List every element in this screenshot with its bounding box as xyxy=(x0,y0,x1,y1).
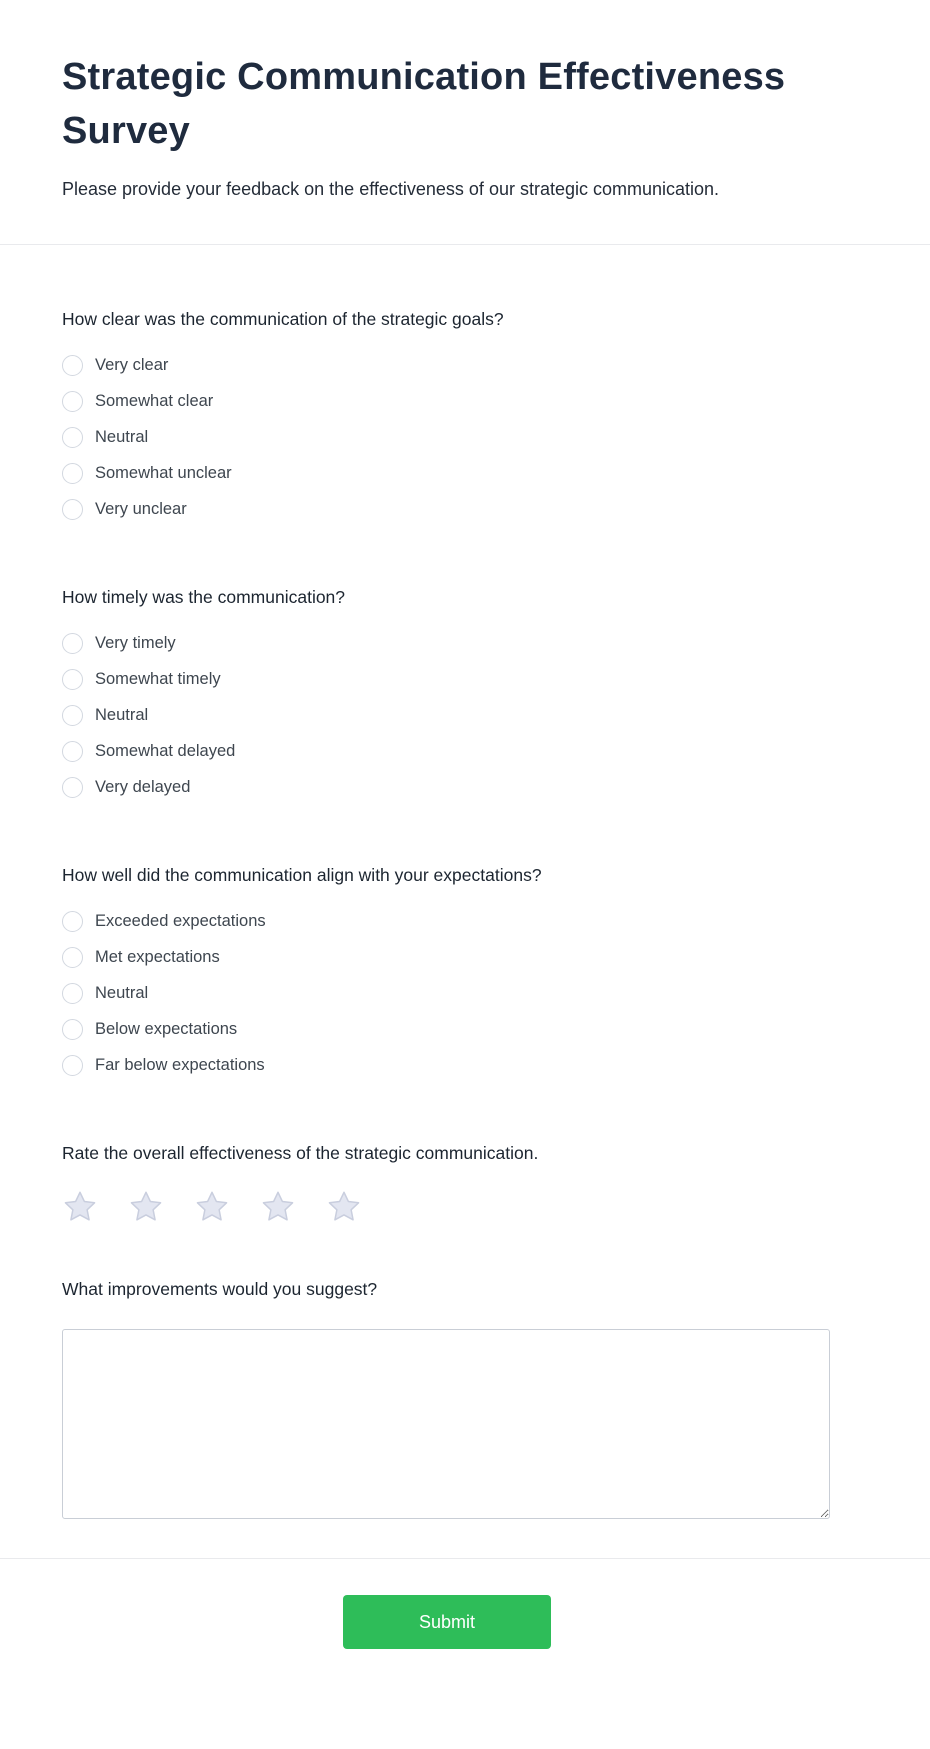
radio-option[interactable] xyxy=(62,419,830,455)
option-label[interactable]: Very delayed xyxy=(95,778,191,796)
radio-button[interactable] xyxy=(62,355,83,376)
question-expectations xyxy=(62,863,830,1083)
star-rating xyxy=(62,1189,830,1225)
option-label[interactable]: Neutral xyxy=(95,984,149,1002)
question-label: What improvements would you suggest? xyxy=(62,1279,378,1299)
submit-button[interactable]: Submit xyxy=(343,1595,551,1649)
form-header xyxy=(0,0,930,244)
radio-button[interactable] xyxy=(62,947,83,968)
radio-button[interactable] xyxy=(62,777,83,798)
radio-option[interactable] xyxy=(62,491,830,527)
radio-button[interactable] xyxy=(62,427,83,448)
radio-option[interactable] xyxy=(62,733,830,769)
radio-option[interactable] xyxy=(62,625,830,661)
option-label[interactable]: Exceeded expectations xyxy=(95,912,266,930)
radio-button[interactable] xyxy=(62,669,83,690)
star-icon[interactable] xyxy=(62,1189,98,1225)
radio-option[interactable] xyxy=(62,939,830,975)
star-icon[interactable] xyxy=(128,1189,164,1225)
radio-button[interactable] xyxy=(62,1055,83,1076)
form-title: Strategic Communication Effectiveness Survey xyxy=(62,56,786,152)
star-icon[interactable] xyxy=(194,1189,230,1225)
question-label: How clear was the communication of the strategic goals? xyxy=(62,309,504,329)
radio-option[interactable] xyxy=(62,661,830,697)
radio-option[interactable] xyxy=(62,383,830,419)
form-body xyxy=(0,245,930,1524)
radio-option[interactable] xyxy=(62,697,830,733)
option-label[interactable]: Met expectations xyxy=(95,948,220,966)
question-label: How well did the communication align with your expectations? xyxy=(62,865,542,885)
question-timeliness xyxy=(62,585,830,805)
radio-option[interactable] xyxy=(62,1011,830,1047)
radio-option[interactable] xyxy=(62,975,830,1011)
option-label[interactable]: Somewhat unclear xyxy=(95,464,232,482)
radio-option[interactable] xyxy=(62,769,830,805)
option-label[interactable]: Very unclear xyxy=(95,500,187,518)
question-label: How timely was the communication? xyxy=(62,587,346,607)
radio-button[interactable] xyxy=(62,705,83,726)
option-label[interactable]: Far below expectations xyxy=(95,1056,265,1074)
radio-button[interactable] xyxy=(62,499,83,520)
radio-option[interactable] xyxy=(62,903,830,939)
radio-option[interactable] xyxy=(62,1047,830,1083)
star-icon[interactable] xyxy=(326,1189,362,1225)
improvements-textarea[interactable] xyxy=(62,1329,830,1519)
radio-button[interactable] xyxy=(62,1019,83,1040)
radio-button[interactable] xyxy=(62,633,83,654)
radio-button[interactable] xyxy=(62,911,83,932)
radio-button[interactable] xyxy=(62,983,83,1004)
question-overall-rating xyxy=(62,1141,830,1225)
option-label[interactable]: Very clear xyxy=(95,356,169,374)
option-label[interactable]: Below expectations xyxy=(95,1020,238,1038)
star-icon[interactable] xyxy=(260,1189,296,1225)
option-label[interactable]: Somewhat timely xyxy=(95,670,221,688)
radio-button[interactable] xyxy=(62,391,83,412)
option-label[interactable]: Neutral xyxy=(95,428,149,446)
question-improvements xyxy=(62,1277,830,1524)
radio-option[interactable] xyxy=(62,455,830,491)
radio-button[interactable] xyxy=(62,741,83,762)
form-footer xyxy=(0,1558,930,1749)
option-label[interactable]: Neutral xyxy=(95,706,149,724)
question-label: Rate the overall effectiveness of the strategic communication. xyxy=(62,1143,539,1163)
option-label[interactable]: Somewhat clear xyxy=(95,392,214,410)
radio-button[interactable] xyxy=(62,463,83,484)
option-label[interactable]: Very timely xyxy=(95,634,176,652)
option-label[interactable]: Somewhat delayed xyxy=(95,742,236,760)
question-clarity xyxy=(62,307,830,527)
radio-option[interactable] xyxy=(62,347,830,383)
form-subtitle: Please provide your feedback on the effectiveness of our strategic communication. xyxy=(62,179,720,199)
